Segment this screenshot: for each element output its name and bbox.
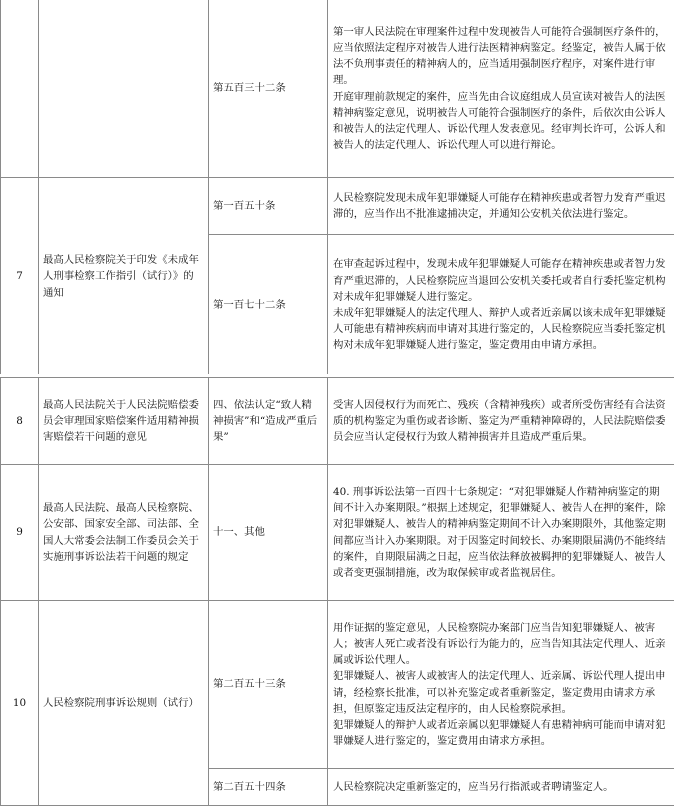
article-paragraph: 在审查起诉过程中，发现未成年犯罪嫌疑人可能存在精神疾患或者智力发育严重迟滞的，人民检察院应当退回公安机关委托或者自行委托鉴定机构对未成年犯罪嫌疑人进行鉴定。 xyxy=(333,256,669,305)
row-number: 8 xyxy=(1,378,39,465)
document-title: 最高人民检察院关于印发《未成年人刑事检察工作指引（试行）》的通知 xyxy=(39,178,209,376)
document-title: 最高人民法院关于人民法院赔偿委员会审理国家赔偿案件适用精神损害赔偿若干问题的意见 xyxy=(39,378,209,465)
table-row xyxy=(1,465,674,601)
article-paragraph: 用作证据的鉴定意见，人民检察院办案部门应当告知犯罪嫌疑人、被害人；被害人死亡或者没有诉讼行为能力的，应当告知其法定代理人、近亲属或诉讼代理人。 xyxy=(333,620,669,669)
article-number: 十一、其他 xyxy=(209,465,328,601)
article-paragraph: 开庭审理前款规定的案件，应当先由合议庭组成人员宣读对被告人的法医精神病鉴定意见，说明被告人可能符合强制医疗的条件，后依次由公诉人和被告人的法定代理人、诉讼代理人发表意见。经审判长许可，公诉人和被告人的法定代理人、诉讼代理人可以进行辩论。 xyxy=(333,89,669,154)
article-text xyxy=(328,465,674,601)
article-paragraph: 未成年犯罪嫌疑人的法定代理人、辩护人或者近亲属以该未成年犯罪嫌疑人可能患有精神疾病而申请对其进行鉴定的，人民检察院应当委托鉴定机构对未成年犯罪嫌疑人进行鉴定，鉴定费用由申请方承担。 xyxy=(333,305,669,354)
table-row xyxy=(1,0,674,178)
article-paragraph: 第一审人民法院在审理案件过程中发现被告人可能符合强制医疗条件的，应当依照法定程序对被告人进行法医精神病鉴定。经鉴定，被告人属于依法不负刑事责任的精神病人的，应当适用强制医疗程序，对案件进行审理。 xyxy=(333,24,669,89)
article-number: 四、依法认定“致人精神损害”和“造成严重后果” xyxy=(209,378,328,465)
article-paragraph: 人民检察院发现未成年犯罪嫌疑人可能存在精神疾患或者智力发育严重迟滞的，应当作出不批准逮捕决定，并通知公安机关依法进行鉴定。 xyxy=(333,190,669,222)
article-number: 第二百五十四条 xyxy=(209,769,328,806)
row-number: 10 xyxy=(1,601,39,806)
table-row xyxy=(1,601,674,769)
row-number: 7 xyxy=(1,178,39,376)
document-title xyxy=(39,0,209,178)
article-paragraph: 犯罪嫌疑人、被害人或被害人的法定代理人、近亲属、诉讼代理人提出申请，经检察长批准，可以补充鉴定或者重新鉴定，鉴定费用由请求方承担，但原鉴定违反法定程序的，由人民检察院承担。 xyxy=(333,668,669,717)
document-title: 人民检察院刑事诉讼规则（试行） xyxy=(39,601,209,806)
article-number: 第一百五十条 xyxy=(209,178,328,235)
article-text xyxy=(328,178,674,235)
article-paragraph: 人民检察院决定重新鉴定的，应当另行指派或者聘请鉴定人。 xyxy=(333,779,669,795)
article-number: 第五百三十二条 xyxy=(209,0,328,178)
article-number: 第一百七十二条 xyxy=(209,235,328,376)
row-number xyxy=(1,0,39,178)
statute-table-upper xyxy=(0,0,674,376)
article-paragraph: 受害人因侵权行为而死亡、残疾（含精神残疾）或者所受伤害经有合法资质的机构鉴定为重伤或者诊断、鉴定为严重精神障碍的，人民法院赔偿委员会应当认定侵权行为致人精神损害并且造成严重后果。 xyxy=(333,397,669,446)
article-text xyxy=(328,0,674,178)
article-paragraph: 犯罪嫌疑人的辩护人或者近亲属以犯罪嫌疑人有患精神病可能而申请对犯罪嫌疑人进行鉴定的，鉴定费用由请求方承担。 xyxy=(333,717,669,749)
article-number: 第二百五十三条 xyxy=(209,601,328,769)
statute-table-lower xyxy=(0,377,674,806)
article-text xyxy=(328,769,674,806)
article-text xyxy=(328,601,674,769)
table-row xyxy=(1,178,674,235)
document-title: 最高人民法院、最高人民检察院、公安部、国家安全部、司法部、全国人大常委会法制工作委员会关于实施刑事诉讼法若干问题的规定 xyxy=(39,465,209,601)
table-row xyxy=(1,378,674,465)
article-paragraph: 40. 刑事诉讼法第一百四十七条规定：“对犯罪嫌疑人作精神病鉴定的期间不计入办案期限。”根据上述规定，犯罪嫌疑人、被告人在押的案件，除对犯罪嫌疑人、被告人的精神病鉴定期间不计入办案期限外，其他鉴定期间都应当计入办案期限。对于因鉴定时间较长、办案期限届满仍不能终结的案件，自期限届满之日起，应当依法释放被羁押的犯罪嫌疑人、被告人或者变更强制措施，改为取保候审或者监视居住。 xyxy=(333,484,669,581)
article-text xyxy=(328,235,674,376)
row-number: 9 xyxy=(1,465,39,601)
article-text xyxy=(328,378,674,465)
